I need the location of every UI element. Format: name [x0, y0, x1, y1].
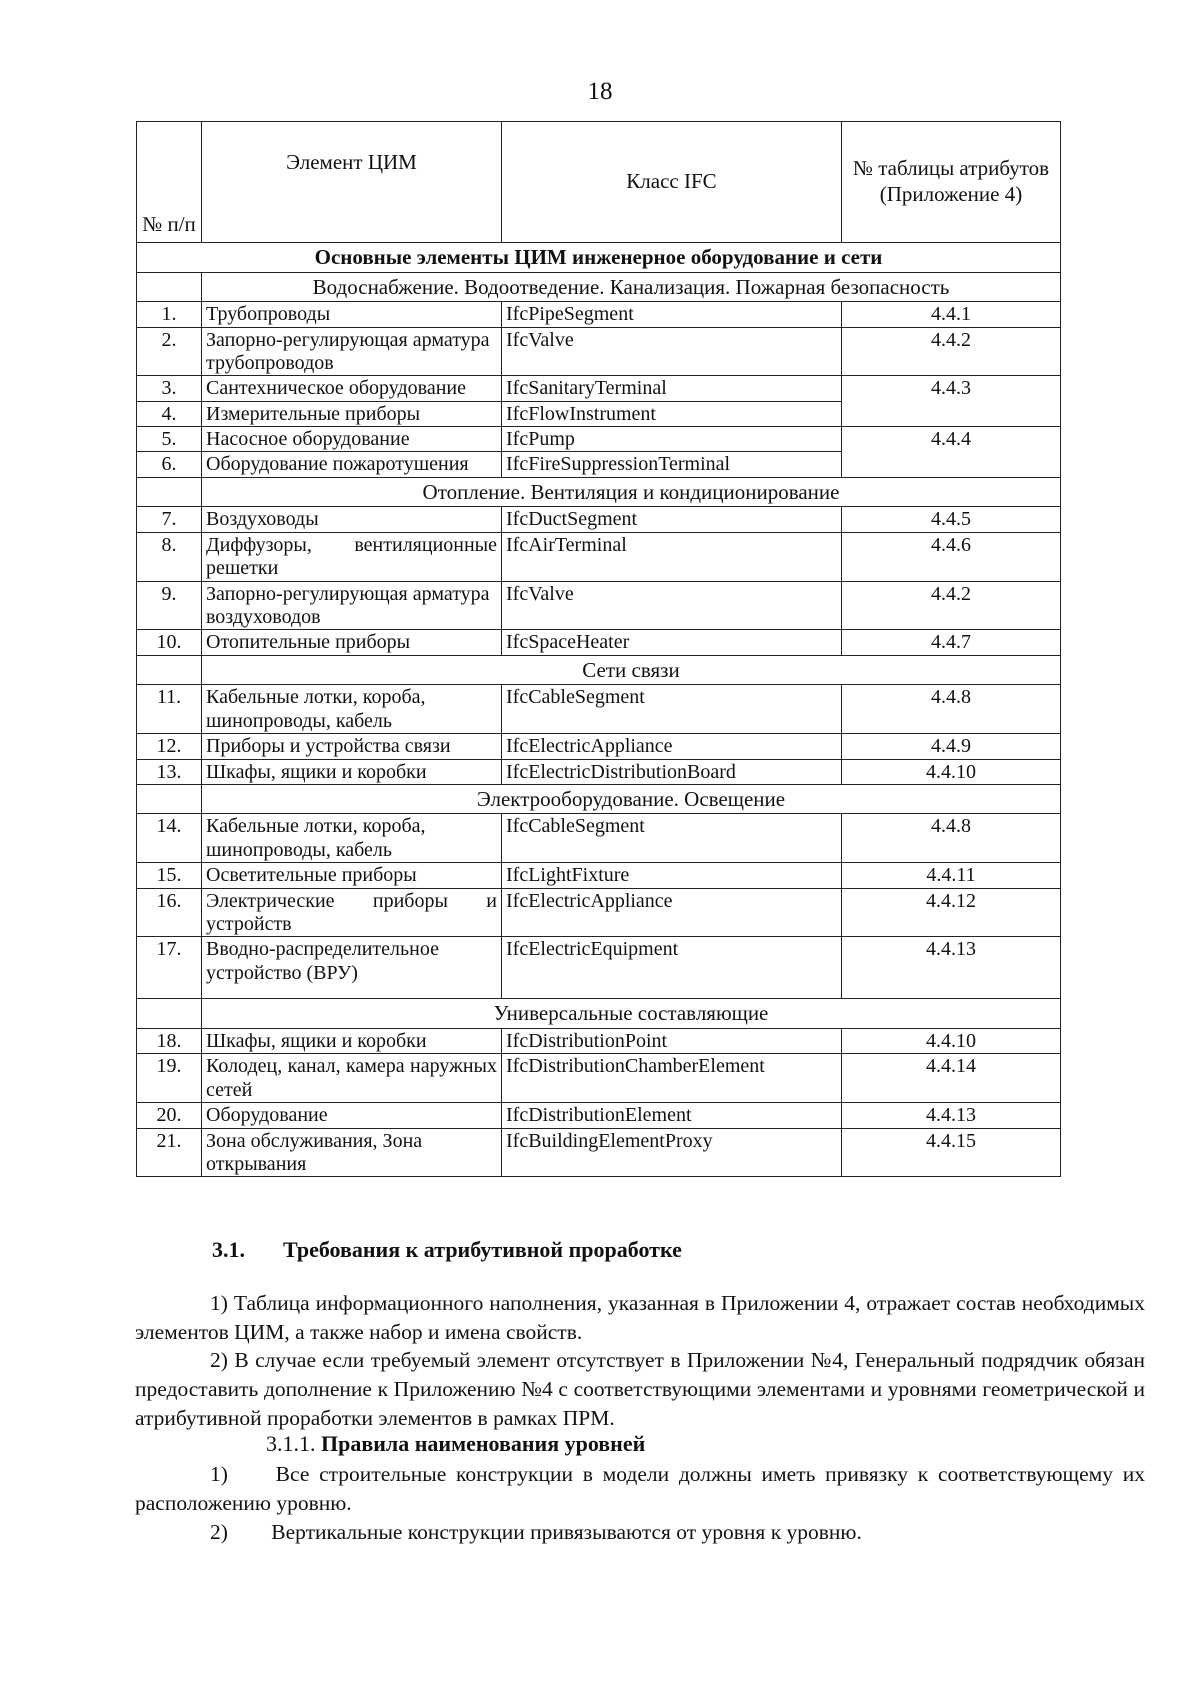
row-element: Зона обслуживания, Зона открывания	[202, 1128, 502, 1177]
row-ifc: IfcValve	[502, 327, 842, 376]
main-title: Основные элементы ЦИМ инженерное оборудование и сети	[137, 243, 1061, 273]
section-3-1-title: Требования к атрибутивной проработке	[283, 1237, 682, 1262]
paragraph-1-text: 1) Таблица информационного наполнения, указанная в Приложении 4, отражает состав необходимых элементов ЦИМ, а также набор и имена свойств.	[135, 1291, 1145, 1344]
row-num: 6.	[137, 452, 202, 477]
row-num: 10.	[137, 630, 202, 655]
table-row	[137, 427, 1061, 452]
row-num: 15.	[137, 863, 202, 888]
group-title-spacer	[137, 999, 202, 1029]
row-element: Отопительные приборы	[202, 630, 502, 655]
group-title-row	[137, 272, 1061, 302]
row-element: Приборы и устройства связи	[202, 734, 502, 759]
row-ref: 4.4.2	[842, 327, 1061, 376]
group-title-row	[137, 784, 1061, 814]
ifc-mapping-table	[136, 121, 1061, 1177]
row-ref: 4.4.1	[842, 302, 1061, 327]
row-ifc: IfcElectricAppliance	[502, 734, 842, 759]
row-element: Сантехническое оборудование	[202, 376, 502, 401]
table-row	[137, 814, 1061, 863]
row-ref: 4.4.2	[842, 581, 1061, 630]
row-num: 9.	[137, 581, 202, 630]
row-num: 21.	[137, 1128, 202, 1177]
table-row	[137, 863, 1061, 888]
table-row	[137, 1128, 1061, 1177]
row-element: Кабельные лотки, короба, шинопроводы, кабель	[202, 685, 502, 734]
paragraph-2-text: 2) В случае если требуемый элемент отсутствует в Приложении №4, Генеральный подрядчик обязан предоставить дополнение к Приложению №4 с соответствующими элементами и уровнями геометрической и атрибутивной проработки элементов в рамках ПРМ.	[135, 1348, 1145, 1430]
row-ifc: IfcElectricAppliance	[502, 888, 842, 937]
group-title-row	[137, 655, 1061, 685]
row-ifc: IfcElectricEquipment	[502, 937, 842, 999]
table-row	[137, 888, 1061, 937]
table-row	[137, 532, 1061, 581]
row-element: Измерительные приборы	[202, 401, 502, 426]
row-ifc: IfcDuctSegment	[502, 507, 842, 532]
row-element: Шкафы, ящики и коробки	[202, 1028, 502, 1053]
row-element: Шкафы, ящики и коробки	[202, 759, 502, 784]
row-ifc: IfcCableSegment	[502, 814, 842, 863]
row-ref: 4.4.5	[842, 507, 1061, 532]
row-ref: 4.4.13	[842, 1103, 1061, 1128]
row-num: 16.	[137, 888, 202, 937]
table-row	[137, 734, 1061, 759]
list-item-1-marker: 1)	[210, 1462, 228, 1486]
row-ifc: IfcDistributionPoint	[502, 1028, 842, 1053]
group-title-row	[137, 477, 1061, 507]
row-num: 7.	[137, 507, 202, 532]
table-row	[137, 507, 1061, 532]
row-ref: 4.4.4	[842, 427, 1061, 478]
row-num: 17.	[137, 937, 202, 999]
row-ifc: IfcDistributionChamberElement	[502, 1054, 842, 1103]
row-element: Диффузоры, вентиляционные решетки	[202, 532, 502, 581]
list-item-1	[135, 1460, 1145, 1518]
group-title-spacer	[137, 272, 202, 302]
row-ifc: IfcDistributionElement	[502, 1103, 842, 1128]
group-title: Электрооборудование. Освещение	[202, 784, 1061, 814]
row-ref: 4.4.8	[842, 814, 1061, 863]
header-num: № п/п	[137, 122, 202, 243]
row-ref: 4.4.3	[842, 376, 1061, 427]
row-element: Воздуховоды	[202, 507, 502, 532]
row-ref: 4.4.10	[842, 1028, 1061, 1053]
section-3-1-1-number: 3.1.1.	[266, 1431, 316, 1456]
row-num: 20.	[137, 1103, 202, 1128]
table-row	[137, 327, 1061, 376]
row-ifc: IfcAirTerminal	[502, 532, 842, 581]
row-element: Осветительные приборы	[202, 863, 502, 888]
list-item-1-text: Все строительные конструкции в модели должны иметь привязку к соответствующему их расположению уровню.	[135, 1462, 1146, 1515]
row-element: Колодец, канал, камера наружных сетей	[202, 1054, 502, 1103]
row-ref: 4.4.10	[842, 759, 1061, 784]
row-ifc: IfcElectricDistributionBoard	[502, 759, 842, 784]
row-ref: 4.4.7	[842, 630, 1061, 655]
row-ref: 4.4.14	[842, 1054, 1061, 1103]
paragraph-1	[135, 1289, 1145, 1347]
group-title-spacer	[137, 784, 202, 814]
row-ref: 4.4.12	[842, 888, 1061, 937]
row-element: Вводно-распределительное устройство (ВРУ)	[202, 937, 502, 999]
table-row	[137, 1028, 1061, 1053]
table-row	[137, 1103, 1061, 1128]
group-title: Универсальные составляющие	[202, 999, 1061, 1029]
row-num: 19.	[137, 1054, 202, 1103]
row-ref: 4.4.13	[842, 937, 1061, 999]
table-row	[137, 685, 1061, 734]
row-num: 13.	[137, 759, 202, 784]
row-ifc: IfcLightFixture	[502, 863, 842, 888]
table-row	[137, 1054, 1061, 1103]
row-ifc: IfcFlowInstrument	[502, 401, 842, 426]
row-ref: 4.4.11	[842, 863, 1061, 888]
row-element: Электрические приборы и устройств	[202, 888, 502, 937]
row-ifc: IfcPump	[502, 427, 842, 452]
row-element: Трубопроводы	[202, 302, 502, 327]
row-ref: 4.4.15	[842, 1128, 1061, 1177]
row-ref: 4.4.9	[842, 734, 1061, 759]
row-num: 18.	[137, 1028, 202, 1053]
list-item-2-marker: 2)	[210, 1520, 228, 1544]
row-num: 8.	[137, 532, 202, 581]
row-num: 12.	[137, 734, 202, 759]
group-title: Отопление. Вентиляция и кондиционирование	[202, 477, 1061, 507]
table-row	[137, 581, 1061, 630]
header-attr-table: № таблицы атрибутов (Приложение 4)	[842, 122, 1061, 243]
row-ifc: IfcCableSegment	[502, 685, 842, 734]
row-ifc: IfcValve	[502, 581, 842, 630]
table-row	[137, 376, 1061, 401]
table-row	[137, 302, 1061, 327]
section-3-1-1-title: Правила наименования уровней	[321, 1431, 646, 1456]
row-element: Насосное оборудование	[202, 427, 502, 452]
row-num: 4.	[137, 401, 202, 426]
table-header-row	[137, 122, 1061, 243]
row-ifc: IfcSpaceHeater	[502, 630, 842, 655]
row-num: 5.	[137, 427, 202, 452]
group-title-spacer	[137, 655, 202, 685]
group-title: Водоснабжение. Водоотведение. Канализация. Пожарная безопасность	[202, 272, 1061, 302]
row-element: Оборудование	[202, 1103, 502, 1128]
page-number: 18	[587, 78, 613, 105]
row-ifc: IfcSanitaryTerminal	[502, 376, 842, 401]
table-row	[137, 759, 1061, 784]
row-element: Запорно-регулирующая арматура воздуховодов	[202, 581, 502, 630]
row-element: Оборудование пожаротушения	[202, 452, 502, 477]
row-ref: 4.4.8	[842, 685, 1061, 734]
header-element: Элемент ЦИМ	[202, 122, 502, 243]
table-main-title-row	[137, 243, 1061, 273]
row-num: 3.	[137, 376, 202, 401]
table-row	[137, 937, 1061, 999]
row-ifc: IfcFireSuppressionTerminal	[502, 452, 842, 477]
row-element: Запорно-регулирующая арматура трубопроводов	[202, 327, 502, 376]
row-num: 14.	[137, 814, 202, 863]
list-item-2	[135, 1518, 1145, 1547]
list-item-2-text: Вертикальные конструкции привязываются от уровня к уровню.	[271, 1520, 862, 1544]
section-3-1-number: 3.1.	[212, 1237, 245, 1262]
group-title: Сети связи	[202, 655, 1061, 685]
row-num: 1.	[137, 302, 202, 327]
header-ifc-class: Класс IFC	[502, 122, 842, 243]
row-ref: 4.4.6	[842, 532, 1061, 581]
row-ifc: IfcPipeSegment	[502, 302, 842, 327]
group-title-spacer	[137, 477, 202, 507]
row-element: Кабельные лотки, короба, шинопроводы, кабель	[202, 814, 502, 863]
group-title-row	[137, 999, 1061, 1029]
row-num: 2.	[137, 327, 202, 376]
row-num: 11.	[137, 685, 202, 734]
row-ifc: IfcBuildingElementProxy	[502, 1128, 842, 1177]
section-3-1-1-heading	[266, 1431, 645, 1457]
paragraph-2	[135, 1346, 1145, 1433]
table-row	[137, 630, 1061, 655]
